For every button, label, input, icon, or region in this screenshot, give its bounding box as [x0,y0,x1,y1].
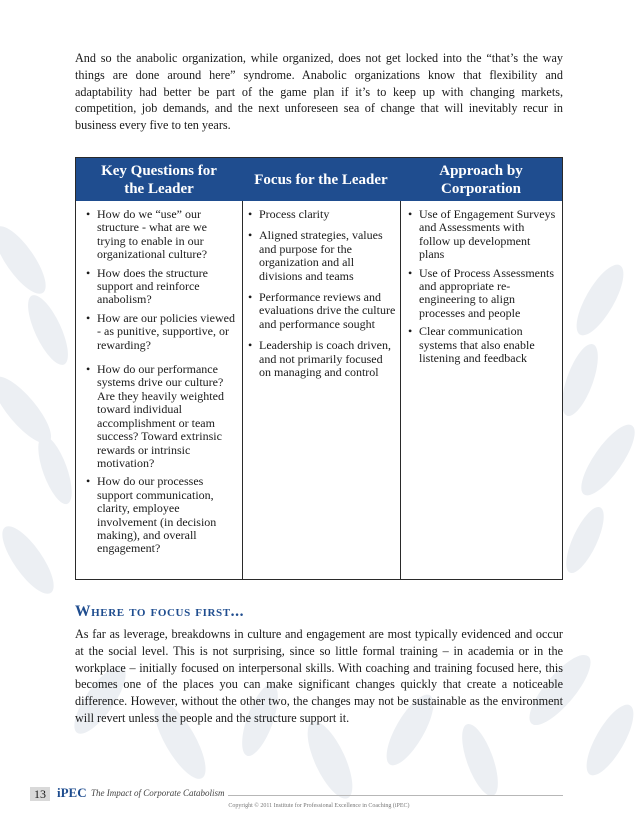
leader-focus-table [75,157,563,580]
copyright-notice: Copyright © 2011 Institute for Professional Excellence in Coaching (iPEC) [228,803,410,809]
intro-paragraph: And so the anabolic organization, while organized, does not get locked into the “that’s the way things are done around here” syndrome. Anabolic organizations know that flexibility and adaptability had better be part of the game plan if it’s to keep up with changing markets, competition, job demands, and the next unforeseen sea of change that will inevitably recur in business every five to ten years. [75,51,563,133]
approach-column [408,208,558,365]
table-header-row [76,158,562,201]
header-approach-by-corporation: Approach by Corporation [439,162,523,197]
section-heading: Where to focus first... [75,603,245,620]
brand-logo-text: iPEC [57,785,87,800]
list-item: • How are our policies viewed - as punitive, supportive, or rewarding? [86,312,236,352]
list-item: • How do our performance systems drive our culture? Are they heavily weighted toward individual accomplishment or team success? Toward extrinsic rewards or intrinsic motivation? [86,363,236,470]
section-paragraph: As far as leverage, breakdowns in culture and engagement are most typically evidenced and occur at the social level. This is not surprising, since so little formal training – in academia or in the workplace – initially focused on interpersonal skills. With coaching and training focused here, this becomes one of the places you can make significant changes quickly that create a noticeable difference. However, without the other two, the changes may not be sustainable as the environment will revert unless the people and the structure support it. [75,627,563,725]
list-item: • Clear communication systems that also enable listening and feedback [408,325,558,365]
list-item: • Leadership is coach driven, and not primarily focused on managing and control [248,339,396,379]
list-item: • How do our processes support communication, clarity, employee involvement (in decision making), and overall engagement? [86,475,236,555]
column-divider [400,201,401,579]
key-questions-column [86,208,236,556]
page-number: 13 [30,787,50,801]
list-item: • How does the structure support and reinforce anabolism? [86,267,236,307]
list-item: • Process clarity [248,208,396,221]
header-focus-for-leader: Focus for the Leader [254,171,388,188]
focus-column [248,208,396,379]
list-item: • Performance reviews and evaluations drive the culture and performance sought [248,291,396,331]
list-item: • Aligned strategies, values and purpose for the organization and all divisions and teams [248,229,396,283]
footer-divider [228,795,563,796]
list-item: • How do we “use” our structure - what are we trying to enable in our organizational culture? [86,208,236,262]
list-item: • Use of Engagement Surveys and Assessments with follow up development plans [408,208,558,262]
document-title: The Impact of Corporate Catabolism [91,788,225,798]
column-divider [242,201,243,579]
list-item: • Use of Process Assessments and appropriate re-engineering to align processes and people [408,267,558,321]
header-key-questions: Key Questions for the Leader [101,162,217,197]
